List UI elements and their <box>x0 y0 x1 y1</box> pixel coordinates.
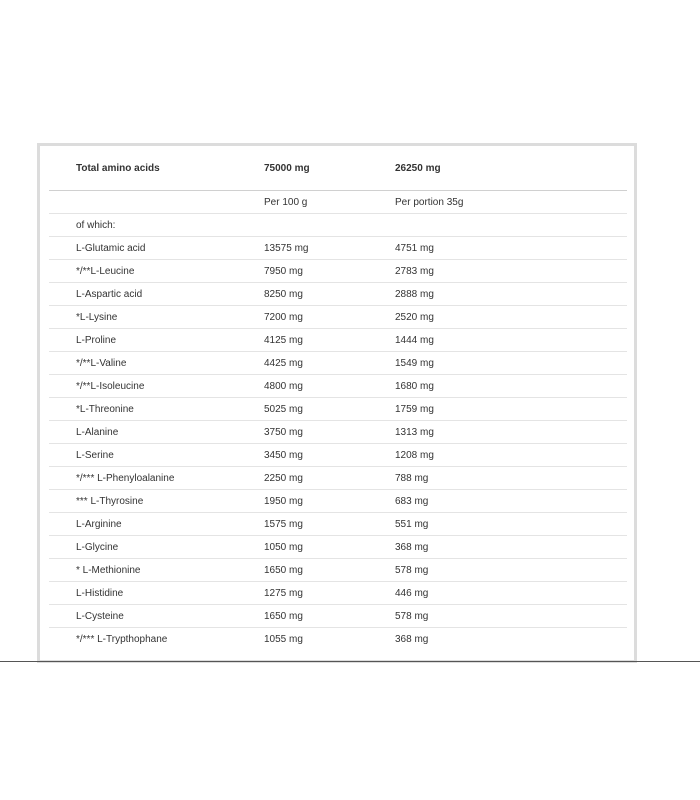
amount-per-100g: 1650 mg <box>264 559 395 582</box>
table-row <box>49 375 627 398</box>
amount-per-100g: 13575 mg <box>264 237 395 260</box>
amount-per-portion: 1313 mg <box>395 421 627 444</box>
amino-acid-name: L-Glutamic acid <box>49 237 264 260</box>
table-row <box>49 352 627 375</box>
amino-acid-name: L-Alanine <box>49 421 264 444</box>
amount-per-portion: 683 mg <box>395 490 627 513</box>
table-row <box>49 444 627 467</box>
amount-per-portion: 788 mg <box>395 467 627 490</box>
table-row <box>49 421 627 444</box>
horizontal-divider <box>0 661 700 662</box>
amount-per-100g: 3750 mg <box>264 421 395 444</box>
table-row <box>49 513 627 536</box>
table-row <box>49 582 627 605</box>
amount-per-portion: 368 mg <box>395 536 627 559</box>
amino-acid-name: L-Arginine <box>49 513 264 536</box>
table-row <box>49 490 627 513</box>
units-per-portion: Per portion 35g <box>395 191 627 214</box>
amino-acid-name: */**L-Isoleucine <box>49 375 264 398</box>
units-label <box>49 191 264 214</box>
amount-per-portion: 551 mg <box>395 513 627 536</box>
amount-per-100g: 3450 mg <box>264 444 395 467</box>
amount-per-100g: 2250 mg <box>264 467 395 490</box>
nutrition-table-frame <box>37 143 637 663</box>
amino-acid-name: */**L-Leucine <box>49 260 264 283</box>
amount-per-100g: 7200 mg <box>264 306 395 329</box>
header-per-portion: 26250 mg <box>395 146 627 191</box>
header-label: Total amino acids <box>49 146 264 191</box>
amino-acid-name: *** L-Thyrosine <box>49 490 264 513</box>
amino-acid-name: */*** L-Trypthophane <box>76 633 168 645</box>
amount-per-100g: 4800 mg <box>264 375 395 398</box>
table-row <box>49 536 627 559</box>
table-row <box>49 559 627 582</box>
amount-per-portion: 446 mg <box>395 582 627 605</box>
amount-per-portion: 1549 mg <box>395 352 627 375</box>
table-row <box>49 237 627 260</box>
table-row <box>49 605 627 628</box>
amount-per-portion: 578 mg <box>395 559 627 582</box>
amount-per-portion: 1444 mg <box>395 329 627 352</box>
amount-per-100g: 1055 mg <box>264 633 303 645</box>
amino-acid-name: */*** L-Phenyloalanine <box>49 467 264 490</box>
table-row <box>49 283 627 306</box>
amino-acid-name: L-Histidine <box>49 582 264 605</box>
amino-acid-name: L-Glycine <box>49 536 264 559</box>
amino-acid-name: L-Proline <box>49 329 264 352</box>
amino-acid-table <box>49 146 627 650</box>
amount-per-100g: 1050 mg <box>264 536 395 559</box>
amino-acid-name: */**L-Valine <box>49 352 264 375</box>
amount-per-portion: 4751 mg <box>395 237 627 260</box>
table-header-row <box>49 146 627 191</box>
subheading-row <box>49 214 627 237</box>
amino-acid-name: * L-Methionine <box>49 559 264 582</box>
amino-acid-name: *L-Threonine <box>49 398 264 421</box>
table-row <box>49 467 627 490</box>
table-row <box>49 306 627 329</box>
amount-per-portion: 2888 mg <box>395 283 627 306</box>
units-row <box>49 191 627 214</box>
amino-acid-name: *L-Lysine <box>49 306 264 329</box>
table-row <box>49 628 627 651</box>
amount-per-100g: 4125 mg <box>264 329 395 352</box>
amount-per-100g: 1650 mg <box>264 605 395 628</box>
amount-per-100g: 8250 mg <box>264 283 395 306</box>
amount-per-portion: 2783 mg <box>395 260 627 283</box>
amount-per-100g: 5025 mg <box>264 398 395 421</box>
amount-per-portion: 1759 mg <box>395 398 627 421</box>
amount-per-portion: 1208 mg <box>395 444 627 467</box>
amino-acid-name: L-Serine <box>49 444 264 467</box>
table-row <box>49 260 627 283</box>
subheading-label: of which: <box>49 214 264 237</box>
amount-per-100g: 4425 mg <box>264 352 395 375</box>
amino-acid-name: L-Cysteine <box>49 605 264 628</box>
header-per-100g: 75000 mg <box>264 146 395 191</box>
amount-per-portion: 578 mg <box>395 605 627 628</box>
amount-per-100g: 7950 mg <box>264 260 395 283</box>
units-per-100g: Per 100 g <box>264 191 395 214</box>
amount-per-100g: 1575 mg <box>264 513 395 536</box>
amino-acid-name: L-Aspartic acid <box>49 283 264 306</box>
amount-per-100g: 1950 mg <box>264 490 395 513</box>
amount-per-100g: 1275 mg <box>264 582 395 605</box>
amount-per-portion: 368 mg <box>395 633 429 645</box>
table-row <box>49 329 627 352</box>
amount-per-portion: 2520 mg <box>395 306 627 329</box>
table-row <box>49 398 627 421</box>
amount-per-portion: 1680 mg <box>395 375 627 398</box>
